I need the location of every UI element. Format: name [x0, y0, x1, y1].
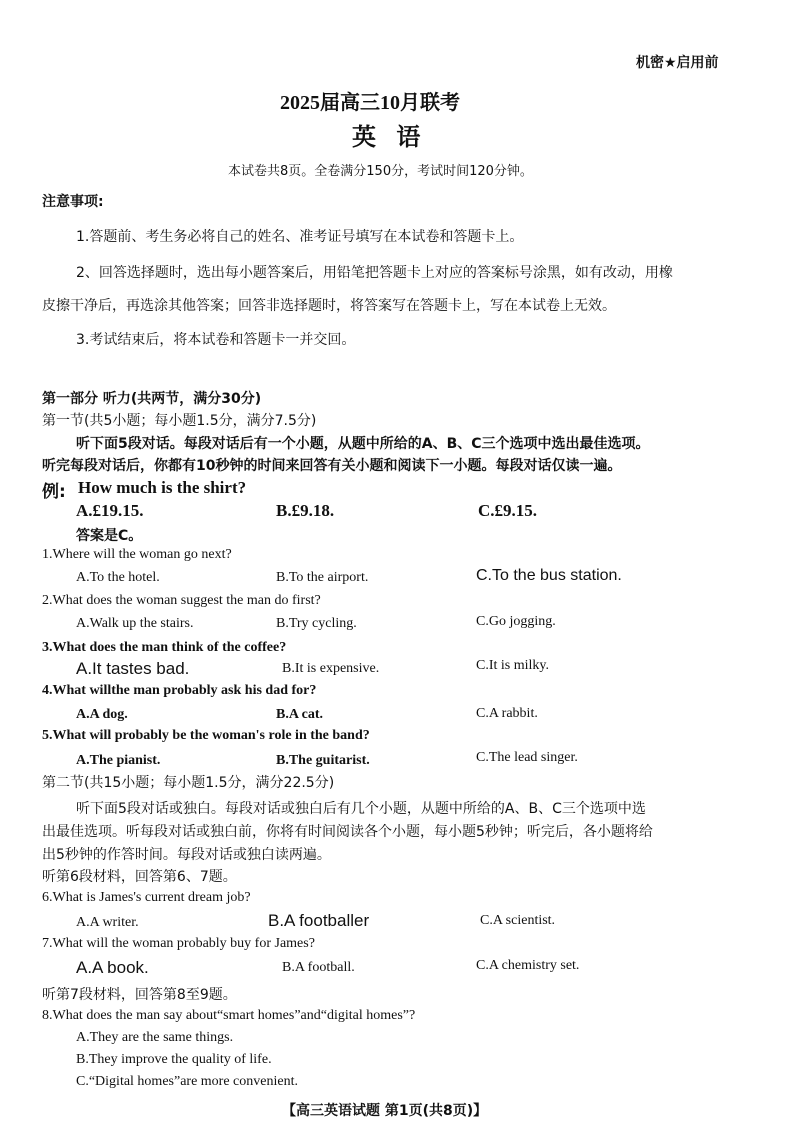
section2-title: 第二节(共15小题；每小题1.5分，满分22.5分)	[42, 775, 335, 791]
question-1: 1.Where will the woman go next?	[42, 547, 232, 562]
question-6: 6.What is James's current dream job?	[42, 890, 251, 905]
question-2-option-b: B.Try cycling.	[276, 616, 357, 631]
material-7-heading: 听第7段材料，回答第8至9题。	[42, 987, 237, 1003]
question-2: 2.What does the woman suggest the man do first?	[42, 593, 321, 608]
question-8: 8.What does the man say about“smart homes”and“digital homes”?	[42, 1008, 416, 1023]
question-2-option-c: C.Go jogging.	[476, 614, 556, 629]
question-5-option-b: B.The guitarist.	[276, 753, 370, 768]
section2-instruction-line-2: 出最佳选项。听每段对话或独白前，你将有时间阅读各个小题，每小题5秒钟；听完后，各小题将给	[42, 824, 653, 840]
example-answer: 答案是C。	[76, 528, 143, 544]
section2-instruction-line-1: 听下面5段对话或独白。每段对话或独白后有几个小题，从题中所给的A、B、C三个选项中选	[76, 801, 646, 817]
section1-instruction-line-2: 听完每段对话后，你都有10秒钟的时间来回答有关小题和阅读下一小题。每段对话仅读一遍。	[42, 458, 622, 474]
example-option-b: B.£9.18.	[276, 501, 335, 520]
exam-title: 2025届高三10月联考	[280, 92, 460, 114]
question-5-option-c: C.The lead singer.	[476, 750, 578, 765]
question-3-option-c: C.It is milky.	[476, 658, 549, 673]
material-6-heading: 听第6段材料，回答第6、7题。	[42, 869, 237, 885]
example-label: 例:	[42, 482, 66, 502]
question-8-option-b: B.They improve the quality of life.	[76, 1052, 272, 1067]
question-5: 5.What will probably be the woman's role in the band?	[42, 728, 370, 743]
notice-item-3: 3.考试结束后，将本试卷和答题卡一并交回。	[76, 332, 356, 348]
question-3-option-b: B.It is expensive.	[282, 661, 380, 676]
exam-info: 本试卷共8页。全卷满分150分，考试时间120分钟。	[228, 164, 533, 179]
confidential-mark: 机密★启用前	[636, 55, 719, 71]
question-8-option-c: C.“Digital homes”are more convenient.	[76, 1074, 298, 1089]
question-4-option-a: A.A dog.	[76, 707, 128, 722]
subject-title: 英 语	[352, 123, 427, 151]
question-4-option-c: C.A rabbit.	[476, 706, 538, 721]
example-option-a: A.£19.15.	[76, 501, 144, 520]
question-7-option-b: B.A football.	[282, 960, 355, 975]
question-1-option-b: B.To the airport.	[276, 570, 369, 585]
question-3: 3.What does the man think of the coffee?	[42, 640, 287, 655]
question-4-option-b: B.A cat.	[276, 707, 324, 722]
question-2-option-a: A.Walk up the stairs.	[76, 616, 194, 631]
question-7-option-c: C.A chemistry set.	[476, 958, 580, 973]
question-8-option-a: A.They are the same things.	[76, 1030, 234, 1045]
example-question: How much is the shirt?	[78, 478, 247, 497]
section2-instruction-line-3: 出5秒钟的作答时间。每段对话或独白读两遍。	[42, 847, 331, 863]
example-option-c: C.£9.15.	[478, 501, 538, 520]
section1-title: 第一节(共5小题；每小题1.5分，满分7.5分)	[42, 413, 317, 429]
question-5-option-a: A.The pianist.	[76, 753, 161, 768]
question-1-option-a: A.To the hotel.	[76, 570, 160, 585]
question-6-option-c: C.A scientist.	[480, 913, 556, 928]
question-7: 7.What will the woman probably buy for James?	[42, 936, 315, 951]
question-1-option-c: C.To the bus station.	[476, 567, 622, 584]
question-4: 4.What willthe man probably ask his dad for?	[42, 683, 317, 698]
notice-title: 注意事项:	[42, 194, 104, 210]
notice-item-2-line-2: 皮擦干净后，再选涂其他答案；回答非选择题时，将答案写在答题卡上，写在本试卷上无效。	[42, 298, 616, 314]
notice-item-1: 1.答题前、考生务必将自己的姓名、准考证号填写在本试卷和答题卡上。	[76, 229, 524, 245]
page-footer: 【高三英语试题 第1页(共8页)】	[282, 1103, 488, 1119]
section1-instruction-line-1: 听下面5段对话。每段对话后有一个小题，从题中所给的A、B、C三个选项中选出最佳选项。	[76, 436, 650, 452]
question-7-option-a: A.A book.	[76, 958, 149, 977]
question-3-option-a: A.It tastes bad.	[76, 659, 190, 678]
part1-title: 第一部分 听力(共两节，满分30分)	[42, 391, 262, 407]
question-6-option-a: A.A writer.	[76, 915, 139, 930]
question-6-option-b: B.A footballer	[268, 911, 370, 930]
notice-item-2-line-1: 2、回答选择题时，选出每小题答案后，用铅笔把答题卡上对应的答案标号涂黑，如有改动，用橡	[76, 265, 673, 281]
